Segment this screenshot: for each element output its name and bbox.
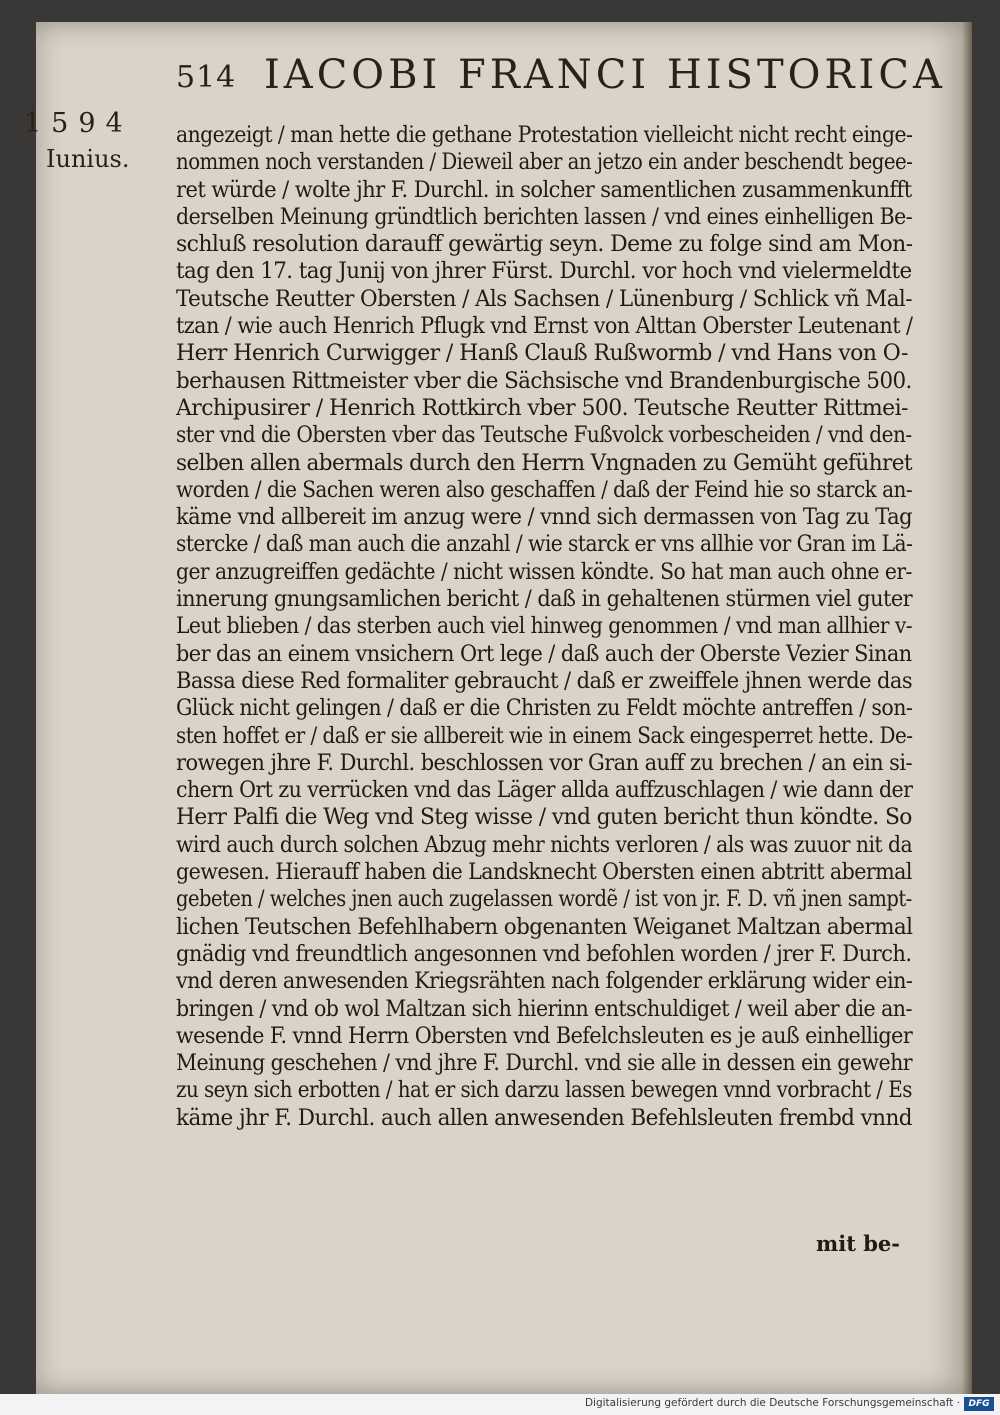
dfg-logo-icon: DFG [964,1397,994,1411]
text-line: Herr Palfi die Weg vnd Steg wisse / vnd guten bericht thun köndte. So [176,805,912,831]
text-line: Leut blieben / das sterben auch viel hinweg genommen / vnd man allhier v- [176,614,913,640]
text-line: ret würde / wolte jhr F. Durchl. in solcher samentlichen zusammenkunfft [176,177,912,203]
text-line: innerung gnungsamlichen bericht / daß in gehaltenen stürmen viel guter [176,587,913,613]
text-line: Glück nicht gelingen / daß er die Christen zu Feldt möchte antreffen / son- [176,696,913,722]
text-line: gebeten / welches jnen auch zugelassen wordẽ / ist von jr. F. D. vñ jnen sampt- [176,887,912,913]
text-line: gewesen. Hierauff haben die Landsknecht Obersten einen abtritt abermal [176,860,912,886]
text-line: nommen noch verstanden / Dieweil aber an jetzo ein ander beschendt begee- [176,150,913,176]
text-line: tag den 17. tag Junij von jhrer Fürst. Durchl. vor hoch vnd vielermeldte [176,259,912,285]
text-line: stercke / daß man auch die anzahl / wie starck er vns allhie vor Gran im Lä- [176,532,913,558]
footer-bar [0,1394,1000,1415]
text-line: chern Ort zu verrücken vnd das Läger allda auffzuschlagen / wie dann der [176,778,913,804]
margin-note-month: Iunius. [46,145,130,173]
text-line: Meinung geschehen / vnd jhre F. Durchl. vnd sie alle in dessen ein gewehr [176,1051,913,1077]
body-text [176,122,912,1132]
catchword: mit be- [816,1231,900,1256]
text-line: Archipusirer / Henrich Rottkirch vber 500. Teutsche Reutter Rittmei- [176,395,908,421]
text-line: sten hoffet er / daß er sie allbereit wie in einem Sack eingesperret hette. De- [176,723,913,749]
text-line: selben allen abermals durch den Herrn Vngnaden zu Gemüht geführet [176,450,912,476]
text-line: rowegen jhre F. Durchl. beschlossen vor Gran auff zu brechen / an ein si- [176,750,913,776]
text-line: berhausen Rittmeister vber die Sächsische vnd Brandenburgische 500. [176,368,912,394]
text-line: ster vnd die Obersten vber das Teutsche Fußvolck vorbescheiden / vnd den- [176,423,912,449]
page-number: 514 [176,60,237,95]
running-title: IACOBI FRANCI HISTORICA [264,52,946,98]
page-edge-shadow [962,22,972,1394]
text-line: ber das an einem vnsichern Ort lege / daß auch der Oberste Vezier Sinan [176,641,912,667]
text-line: ger anzugreiffen gedächte / nicht wissen köndte. So hat man auch ohne er- [176,559,912,585]
text-line: bringen / vnd ob wol Maltzan sich hierinn entschuldiget / weil aber die an- [176,996,912,1022]
text-line: gnädig vnd freundtlich angesonnen vnd befohlen worden / jrer F. Durch. [176,941,912,967]
text-line: schluß resolution darauff gewärtig seyn. Deme zu folge sind am Mon- [176,232,913,258]
text-line: wird auch durch solchen Abzug mehr nichts verloren / als was zuuor nit da [176,832,913,858]
text-line: Herr Henrich Curwigger / Hanß Clauß Rußwormb / vnd Hans von O- [176,341,908,367]
text-line: angezeigt / man hette die gethane Protestation vielleicht nicht recht einge- [176,123,913,148]
text-line: käme vnd allbereit im anzug were / vnnd sich dermassen von Tag zu Tag [176,505,913,531]
text-line: Teutsche Reutter Obersten / Als Sachsen / Lünenburg / Schlick vñ Mal- [176,286,912,312]
text-line: wesende F. vnnd Herrn Obersten vnd Befelchsleuten es je auß einhelliger [176,1023,913,1049]
text-line: käme jhr F. Durchl. auch allen anwesenden Befehlsleuten frembd vnnd [176,1105,912,1131]
text-line: lichen Teutschen Befehlhabern obgenanten Weiganet Maltzan abermal [176,914,913,940]
text-line: Bassa diese Red formaliter gebraucht / daß er zweiffele jhnen werde das [176,668,913,694]
text-line: worden / die Sachen weren also geschaffen / daß der Feind hie so starck an- [176,477,913,503]
text-line: vnd deren anwesenden Kriegsrähten nach folgender erklärung wider ein- [176,969,913,995]
text-line: derselben Meinung gründtlich berichten lassen / vnd eines einhelligen Be- [176,204,913,230]
margin-note-year: 1594 [24,108,133,139]
text-line: zu seyn sich erbotten / hat er sich darzu lassen bewegen vnnd vorbracht / Es [176,1078,912,1104]
text-line: tzan / wie auch Henrich Pflugk vnd Ernst von Alttan Oberster Leutenant / [176,314,913,340]
footer-credit: Digitalisierung gefördert durch die Deutsche Forschungsgemeinschaft · [584,1397,960,1409]
